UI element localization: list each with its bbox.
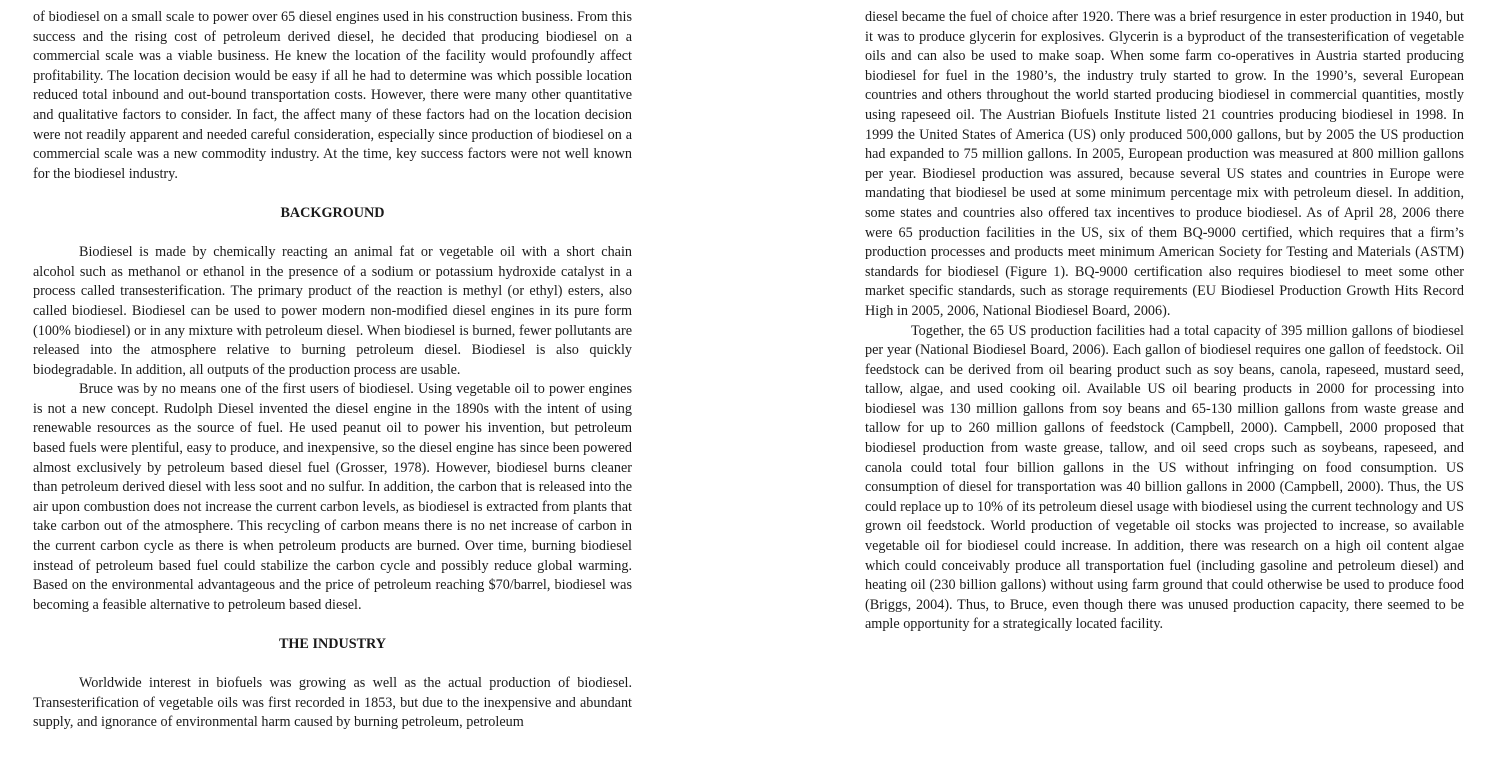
left-column xyxy=(33,8,632,733)
paragraph-industry-continued: diesel became the fuel of choice after 1920. There was a brief resurgence in ester production in 1940, but it was to produce glycerin for explosives. Glycerin is a byproduct of the transesterification of vegetable oils and can also be used to make soap. When some farm co-operatives in Austria started producing biodiesel for fuel in the 1980’s, the industry truly started to grow. In the 1990’s, several European countries and others throughout the world started producing biodiesel in commercial quantities, mostly using rapeseed oil. The Austrian Biofuels Institute listed 21 countries producing biodiesel in 1998. In 1999 the United States of America (US) only produced 500,000 gallons, but by 2005 the US production had expanded to 75 million gallons. In 2005, European production was measured at 800 million gallons per year. Biodiesel production was assured, because several US states and countries in Europe were mandating that biodiesel be used at some minimum percentage mix with petroleum diesel. In addition, some states and countries also offered tax incentives to produce biodiesel. As of April 28, 2006 there were 65 production facilities in the US, six of them BQ-9000 certified, which requires that a firm’s production processes and products meet minimum American Society for Testing and Materials (ASTM) standards for biodiesel (Figure 1). BQ-9000 certification also requires biodiesel to meet some other market specific standards, such as storage requirements (EU Biodiesel Production Growth Hits Record High in 2005, 2006, National Biodiesel Board, 2006). xyxy=(865,9,1464,319)
heading-background: BACKGROUND xyxy=(280,204,385,221)
paragraph-industry-1: Worldwide interest in biofuels was growing as well as the actual production of biodiesel. Transesterification of vegetable oils was first recorded in 1853, but due to the inexpensive and abundant supply, and ignorance of environmental harm caused by burning petroleum, petroleum xyxy=(33,675,632,731)
paragraph-background-1: Biodiesel is made by chemically reacting an animal fat or vegetable oil with a short chain alcohol such as methanol or ethanol in the presence of a sodium or potassium hydroxide catalyst in a process called transesterification. The primary product of the reaction is methyl (or ethyl) esters, also called biodiesel. Biodiesel can be used to power modern non-modified diesel engines in its pure form (100% biodiesel) or in any mixture with petroleum diesel. When biodiesel is burned, fewer pollutants are released into the atmosphere relative to burning petroleum diesel. Biodiesel is also quickly biodegradable. In addition, all outputs of the production process are usable. xyxy=(33,244,632,378)
spacer xyxy=(33,224,632,244)
spacer xyxy=(33,184,632,204)
paragraph-intro: of biodiesel on a small scale to power over 65 diesel engines used in his construction business. From this success and the rising cost of petroleum derived diesel, he decided that producing biodiesel on a commercial scale was a viable business. He knew the location of the facility would profoundly affect profitability. The location decision would be easy if all he had to determine was which possible location reduced total inbound and out-bound transportation costs. However, there were many other quantitative and qualitative factors to consider. In fact, the affect many of these factors had on the location decision were not readily apparent and needed careful consideration, especially since production of biodiesel on a commercial scale was a new commodity industry. At the time, key success factors were not well known for the biodiesel industry. xyxy=(33,9,632,182)
spacer xyxy=(33,655,632,675)
right-column xyxy=(865,8,1464,635)
paragraph-industry-2: Together, the 65 US production facilities had a total capacity of 395 million gallons of biodiesel per year (National Biodiesel Board, 2006). Each gallon of biodiesel requires one gallon of feedstock. Oil feedstock can be derived from oil bearing product such as soy beans, canola, rapeseed, mustard seed, tallow, algae, and used cooking oil. Available US oil bearing products in 2000 for processing into biodiesel was 130 million gallons from soy beans and 65-130 million gallons from waste grease and tallow for up to 260 million gallons of feedstock (Campbell, 2000). Campbell, 2000 proposed that biodiesel production from waste grease, tallow, and oil seed crops such as soybeans, rapeseed, and canola could total four billion gallons in the US without infringing on food consumption. US consumption of diesel for transportation was 40 billion gallons in 2000 (Campbell, 2000). Thus, the US could replace up to 10% of its petroleum diesel usage with biodiesel using the current technology and US grown oil feedstock. World production of vegetable oil stocks was projected to increase, so available vegetable oil for biodiesel could increase. In addition, there was research on a high oil content algae which could conceivably produce all transportation fuel (including gasoline and petroleum diesel) and heating oil (230 billion gallons) without using farm ground that could otherwise be used to produce food (Briggs, 2004). Thus, to Bruce, even though there was unused production capacity, there seemed to be ample opportunity for a strategically located facility. xyxy=(865,322,1464,633)
paragraph-background-2: Bruce was by no means one of the first users of biodiesel. Using vegetable oil to power engines is not a new concept. Rudolph Diesel invented the diesel engine in the 1890s with the intent of using renewable resources as the source of fuel. He used peanut oil to power his invention, but petroleum based fuels were plentiful, easy to produce, and inexpensive, so the diesel engine has since been powered almost exclusively by petroleum based diesel fuel (Grosser, 1978). However, biodiesel burns cleaner than petroleum derived diesel with less soot and no sulfur. In addition, the carbon that is released into the air upon combustion does not increase the current carbon levels, as biodiesel is extracted from plants that take carbon out of the atmosphere. This recycling of carbon means there is no net increase of carbon in the current carbon cycle as there is when petroleum products are burned. Over time, burning biodiesel instead of petroleum based fuel could stabilize the carbon cycle and possibly reduce global warming. Based on the environmental advantageous and the price of petroleum reaching $70/barrel, biodiesel was becoming a feasible alternative to petroleum based diesel. xyxy=(33,381,632,613)
spacer xyxy=(33,615,632,635)
heading-the-industry: THE INDUSTRY xyxy=(278,636,387,652)
